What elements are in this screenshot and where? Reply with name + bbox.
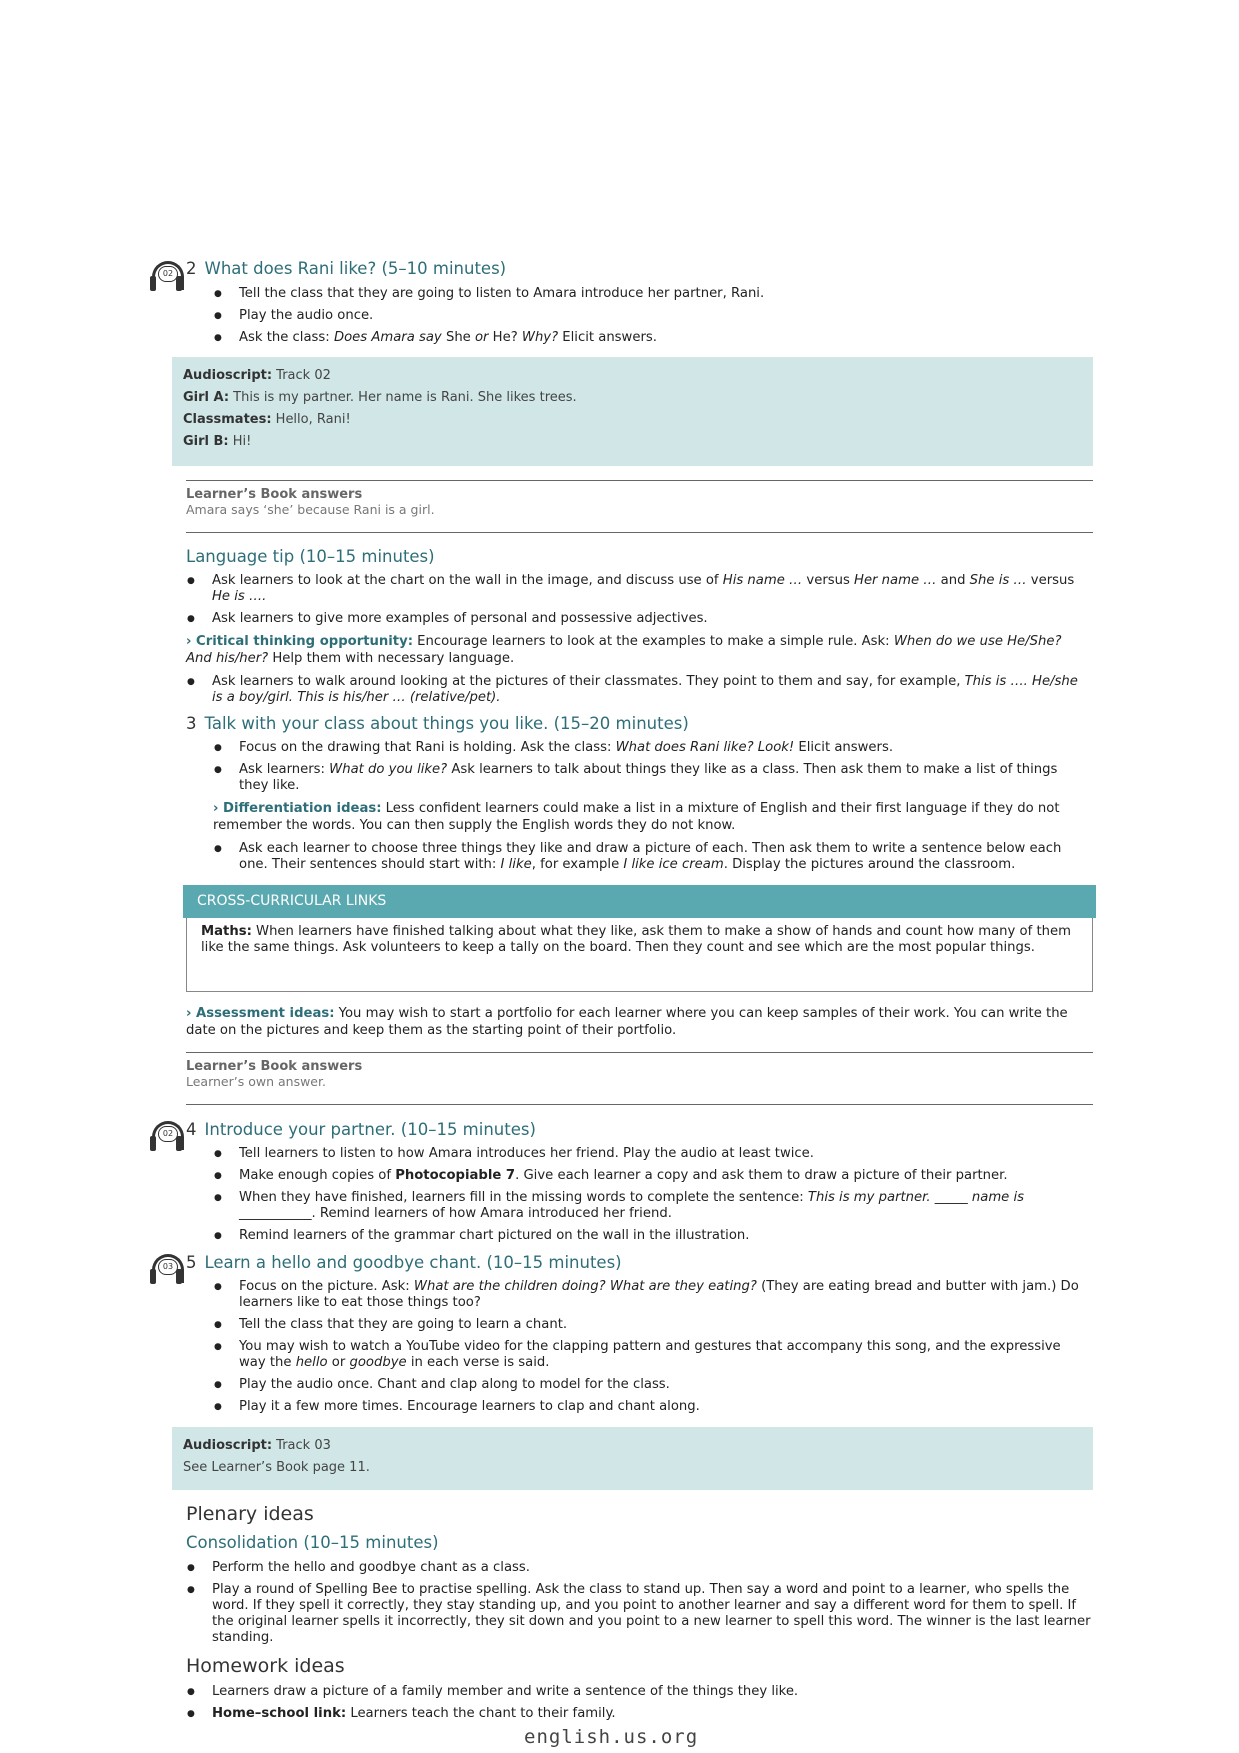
headphones-icon[interactable] — [150, 260, 184, 294]
list-item: ● Ask learners to walk around looking at the pictures of their classmates. They point to them and say, for example, This is …. He/she is a boy/girl. This is his/her … (relative/pet). — [186, 674, 1086, 706]
headphones-icon[interactable] — [150, 1120, 184, 1154]
activity-3-heading: 3 Talk with your class about things you like. (15–20 minutes) — [186, 714, 689, 733]
list-item: ● Focus on the picture. Ask: What are the children doing? What are they eating? (They are eating bread and butter with jam.) Do learners like to eat those things too? — [213, 1279, 1088, 1311]
list-item: ● Home–school link: Learners teach the chant to their family. — [186, 1706, 1096, 1722]
homework-list — [186, 1684, 1096, 1728]
list-item: ● Tell the class that they are going to learn a chant. — [213, 1317, 1088, 1333]
learners-book-answers: Learner’s Book answers Learner’s own answer. — [186, 1052, 1093, 1105]
track-number: 02 — [158, 1126, 178, 1142]
list-item: ● Ask each learner to choose three things they like and draw a picture of each. Then ask them to write a sentence below each one. Their sentences should start with: I like, for example I like ice cream. Display the pictures around the classroom. — [213, 841, 1088, 873]
activity-4-list — [213, 1146, 1088, 1250]
activity-5-list — [213, 1279, 1088, 1421]
language-tip-heading: Language tip (10–15 minutes) — [186, 547, 435, 566]
activity-3-list-2 — [213, 841, 1088, 879]
footer-site: english.us.org — [524, 1726, 699, 1748]
list-item: ● Play it a few more times. Encourage learners to clap and chant along. — [213, 1399, 1088, 1415]
activity-3-list — [213, 740, 1088, 800]
plenary-list — [186, 1560, 1096, 1652]
activity-5-heading: 5 Learn a hello and goodbye chant. (10–15 minutes) — [186, 1253, 622, 1272]
list-item: ● Learners draw a picture of a family member and write a sentence of the things they like. — [186, 1684, 1096, 1700]
list-item: ● Make enough copies of Photocopiable 7. Give each learner a copy and ask them to draw a picture of their partner. — [213, 1168, 1088, 1184]
activity-2-heading: 2 What does Rani like? (5–10 minutes) — [186, 259, 507, 278]
list-item: ● Ask the class: Does Amara say She or He? Why? Elicit answers. — [213, 330, 1083, 346]
list-item: ● Ask learners: What do you like? Ask learners to talk about things they like as a class. Then ask them to make a list of things they like. — [213, 762, 1088, 794]
language-tip-list-2 — [186, 674, 1086, 712]
list-item: ● Remind learners of the grammar chart pictured on the wall in the illustration. — [213, 1228, 1088, 1244]
activity-4-heading: 4 Introduce your partner. (10–15 minutes) — [186, 1120, 536, 1139]
learners-book-answers: Learner’s Book answers Amara says ‘she’ because Rani is a girl. — [186, 480, 1093, 533]
list-item: ● Tell learners to listen to how Amara introduces her friend. Play the audio at least twice. — [213, 1146, 1088, 1162]
list-item: ● Tell the class that they are going to listen to Amara introduce her partner, Rani. — [213, 286, 1083, 302]
list-item: ● Ask learners to look at the chart on the wall in the image, and discuss use of His name … versus Her name … and She is … versus He is …. — [186, 573, 1086, 605]
plenary-heading: Plenary ideas — [186, 1503, 314, 1525]
list-item: ● Play the audio once. Chant and clap along to model for the class. — [213, 1377, 1088, 1393]
list-item: ● Play a round of Spelling Bee to practise spelling. Ask the class to stand up. Then say a word and point to a learner, who spells the word. If they spell it correctly, they stay standing up, and you point to another learner and say a different word for them to spell. If the original learner spells it incorrectly, they sit down and you point to a new learner to spell this word. The winner is the last learner standing. — [186, 1582, 1096, 1646]
list-item: ● Ask learners to give more examples of personal and possessive adjectives. — [186, 611, 1086, 627]
assessment-note: › Assessment ideas: You may wish to start a portfolio for each learner where you can keep samples of their work. You can write the date on the pictures and keep them as the starting point of their portfolio. — [186, 1006, 1068, 1038]
list-item: ● Perform the hello and goodbye chant as a class. — [186, 1560, 1096, 1576]
critical-thinking-note: › Critical thinking opportunity: Encourage learners to look at the examples to make a simple rule. Ask: When do we use He/She? And his/her? Help them with necessary language. — [186, 634, 1062, 666]
list-item: ● You may wish to watch a YouTube video for the clapping pattern and gestures that accompany this song, and the expressive way the hello or goodbye in each verse is said. — [213, 1339, 1088, 1371]
differentiation-note: › Differentiation ideas: Less confident learners could make a list in a mixture of English and their first language if they do not remember the words. You can then supply the English words they do not know. — [213, 801, 1060, 833]
list-item: ● Play the audio once. — [213, 308, 1083, 324]
audioscript-box: Audioscript: Track 02 Girl A: This is my partner. Her name is Rani. She likes trees. Classmates: Hello, Rani! Girl B: Hi! — [172, 357, 1093, 466]
track-number: 03 — [158, 1259, 178, 1275]
cross-curricular-body: Maths: When learners have finished talking about what they like, ask them to make a show of hands and count how many of them like the same things. Ask volunteers to keep a tally on the board. Then they count and see which are the most popular things. — [186, 918, 1093, 992]
track-number: 02 — [158, 266, 178, 282]
headphones-icon[interactable] — [150, 1253, 184, 1287]
list-item: ● Focus on the drawing that Rani is holding. Ask the class: What does Rani like? Look! Elicit answers. — [213, 740, 1088, 756]
consolidation-heading: Consolidation (10–15 minutes) — [186, 1533, 439, 1552]
list-item: ● When they have finished, learners fill in the missing words to complete the sentence: This is my partner. _____ name is ___________. Remind learners of how Amara introduced her friend. — [213, 1190, 1088, 1222]
homework-heading: Homework ideas — [186, 1655, 345, 1677]
language-tip-list — [186, 573, 1086, 633]
cross-curricular-heading: CROSS-CURRICULAR LINKS — [183, 885, 1096, 918]
audioscript-box: Audioscript: Track 03 See Learner’s Book page 11. — [172, 1427, 1093, 1490]
activity-2-list — [213, 286, 1083, 352]
